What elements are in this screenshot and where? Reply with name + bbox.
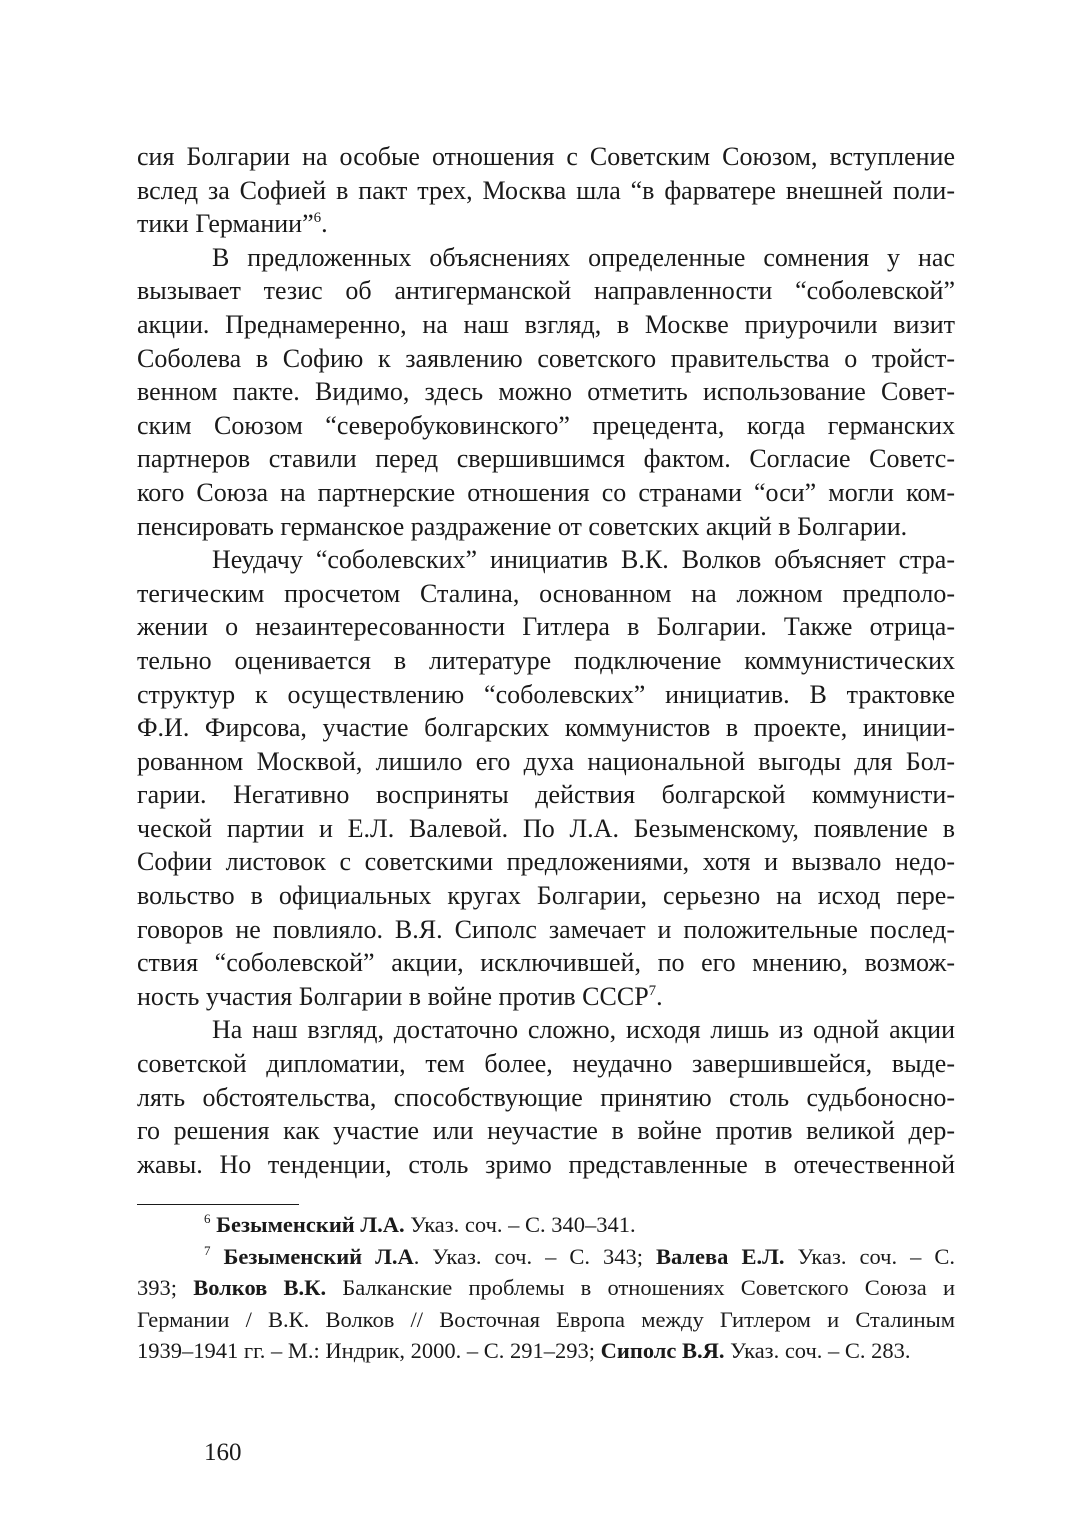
text-line-content: партнеров ставили перед свершившимся фактом. Согласие Советс- bbox=[137, 444, 955, 474]
footnote-text: . Указ. соч. – С. 343; bbox=[413, 1243, 656, 1269]
text-line-content: акции. Преднамеренно, на наш взгляд, в Москве приурочили визит bbox=[137, 309, 955, 339]
text-line bbox=[137, 577, 955, 611]
text-line bbox=[137, 1047, 955, 1081]
text-line bbox=[137, 140, 955, 174]
text-line bbox=[137, 476, 955, 510]
text-line bbox=[137, 644, 955, 678]
text-line-content: ским Союзом “северобуковинского” прецедента, когда германских bbox=[137, 410, 955, 440]
text-line bbox=[137, 711, 955, 745]
footnote-text: Указ. соч. – С. 340–341. bbox=[404, 1212, 636, 1237]
text-line-content: кого Союза на партнерские отношения со странами “оси” могли ком- bbox=[137, 477, 955, 507]
text-line-content: ческой партии и Е.Л. Валевой. По Л.А. Безыменскому, появление в bbox=[137, 813, 955, 843]
body-text bbox=[137, 140, 955, 1181]
text-line bbox=[137, 241, 955, 275]
text-line-content: Неудачу “соболевских” инициатив В.К. Волков объясняет стра- bbox=[212, 545, 955, 575]
footnote-text: 393; bbox=[137, 1275, 194, 1300]
text-line bbox=[137, 207, 955, 241]
footnote-reference: 6 bbox=[313, 210, 322, 227]
text-line bbox=[137, 375, 955, 409]
text-line-content: Соболева в Софию к заявлению советского правительства о тройст- bbox=[137, 343, 955, 373]
footnote-line bbox=[137, 1335, 955, 1367]
text-line bbox=[137, 543, 955, 577]
text-line bbox=[137, 913, 955, 947]
footnote-text: Указ. соч. – С. bbox=[784, 1243, 956, 1269]
text-line-content: говоров не повлияло. В.Я. Сиполс замечает и положительные послед- bbox=[137, 914, 955, 944]
text-line bbox=[137, 442, 955, 476]
text-line-content: вызывает тезис об антигерманской направленности “соболевской” bbox=[137, 276, 955, 306]
text-line-tail: . bbox=[656, 981, 663, 1011]
text-line-content: лять обстоятельства, способствующие принятию столь судьбоносно- bbox=[137, 1082, 955, 1112]
footnotes bbox=[137, 1209, 955, 1367]
footnote-number: 7 bbox=[204, 1242, 211, 1258]
text-line-content: тегическим просчетом Сталина, основанном на ложном предполо- bbox=[137, 578, 955, 608]
author-name: Волков В.К. bbox=[193, 1275, 327, 1300]
text-line bbox=[137, 1114, 955, 1148]
text-line-content: Софии листовок с советскими предложениями, хотя и вызвало недо- bbox=[137, 847, 955, 877]
text-line-content: Ф.И. Фирсова, участие болгарских коммунистов в проекте, иниции- bbox=[137, 713, 955, 743]
text-line-content: сия Болгарии на особые отношения с Советским Союзом, вступление bbox=[137, 142, 955, 171]
text-line-content: ность участия Болгарии в войне против СССР bbox=[137, 981, 649, 1011]
footnote-reference: 7 bbox=[648, 982, 657, 999]
text-line-content: структур к осуществлению “соболевских” инициатив. В трактовке bbox=[137, 679, 955, 709]
text-line-content: вслед за Софией в пакт трех, Москва шла “в фарватере внешней поли- bbox=[137, 175, 955, 205]
text-line-content: жении о незаинтересованности Гитлера в Болгарии. Также отрица- bbox=[137, 612, 955, 642]
text-line bbox=[137, 409, 955, 443]
author-name: Безыменский Л.А bbox=[223, 1243, 414, 1269]
text-line bbox=[137, 1081, 955, 1115]
author-name: Безыменский Л.А. bbox=[216, 1212, 405, 1237]
text-line-content: рованном Москвой, лишило его духа национальной выгоды для Бол- bbox=[137, 746, 955, 776]
text-line-content: вольство в официальных кругах Болгарии, серьезно на исход пере- bbox=[137, 881, 955, 911]
text-line-content: советской дипломатии, тем более, неудачно завершившейся, выде- bbox=[137, 1049, 955, 1079]
text-line-content: венном пакте. Видимо, здесь можно отметить использование Совет- bbox=[137, 377, 955, 407]
footnote-text: Балканские проблемы в отношениях Советского Союза и bbox=[326, 1275, 955, 1300]
text-line bbox=[137, 946, 955, 980]
text-line bbox=[137, 174, 955, 208]
text-line-content: го решения как участие или неучастие в войне против великой дер- bbox=[137, 1116, 955, 1146]
text-line bbox=[137, 274, 955, 308]
text-line-tail: . bbox=[321, 209, 328, 239]
text-line bbox=[137, 1013, 955, 1047]
text-line-content: тельно оценивается в литературе подключение коммунистических bbox=[137, 645, 955, 675]
author-name: Валева Е.Л. bbox=[655, 1243, 785, 1269]
footnote-number: 6 bbox=[204, 1211, 211, 1226]
footnote-text: 1939–1941 гг. – М.: Индрик, 2000. – С. 291–293; bbox=[137, 1338, 601, 1363]
text-line bbox=[137, 510, 955, 544]
text-line bbox=[137, 678, 955, 712]
text-line-content: В предложенных объяснениях определенные сомнения у нас bbox=[212, 242, 955, 272]
footnote-text: Германии / В.К. Волков // Восточная Европа между Гитлером и Сталиным bbox=[137, 1306, 955, 1332]
text-line-content: На наш взгляд, достаточно сложно, исходя лишь из одной акции bbox=[212, 1015, 955, 1045]
text-line-content: гарии. Негативно восприняты действия болгарской коммунисти- bbox=[137, 780, 955, 810]
text-line bbox=[137, 778, 955, 812]
text-line-content: пенсировать германское раздражение от советских акций в Болгарии. bbox=[137, 511, 908, 541]
footnote-line bbox=[137, 1272, 955, 1304]
footnote-separator bbox=[137, 1204, 299, 1205]
text-line-content: жавы. Но тенденции, столь зримо представленные в отечественной bbox=[137, 1149, 955, 1179]
text-line bbox=[137, 845, 955, 879]
text-line bbox=[137, 610, 955, 644]
text-line-content: тики Германии” bbox=[137, 209, 314, 239]
text-line bbox=[137, 1148, 955, 1182]
footnote-line bbox=[137, 1209, 955, 1241]
text-line bbox=[137, 980, 955, 1014]
footnote-text: Указ. соч. – С. 283. bbox=[724, 1338, 911, 1363]
text-line bbox=[137, 745, 955, 779]
footnote-text bbox=[211, 1244, 224, 1269]
text-line-content: ствия “соболевской” акции, исключившей, по его мнению, возмож- bbox=[137, 948, 955, 978]
author-name: Сиполс В.Я. bbox=[600, 1338, 725, 1363]
footnote-line bbox=[137, 1241, 955, 1273]
page-number: 160 bbox=[204, 1439, 242, 1466]
text-line bbox=[137, 308, 955, 342]
footnote-line bbox=[137, 1304, 955, 1336]
text-line bbox=[137, 812, 955, 846]
text-line bbox=[137, 879, 955, 913]
text-line bbox=[137, 342, 955, 376]
